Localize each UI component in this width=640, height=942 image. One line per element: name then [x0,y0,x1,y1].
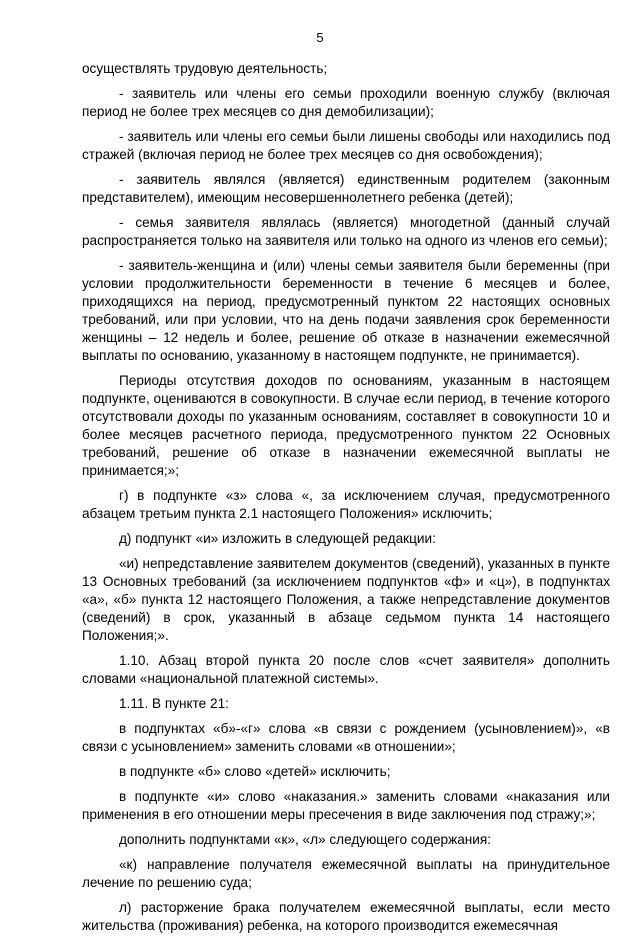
paragraph: л) расторжение брака получателем ежемесячной выплаты, если место жительства (проживания) ребенка, на которого производится ежемесячная [82,900,610,933]
paragraph: д) подпункт «и» изложить в следующей редакции: [119,531,436,546]
paragraph: - заявитель являлся (является) единственным родителем (законным представителем), имеющим несовершеннолетнего ребенка (детей); [82,172,610,205]
paragraph: «к) направление получателя ежемесячной выплаты на принудительное лечение по решению суда; [82,857,610,890]
paragraph: в подпунктах «б»-«г» слова «в связи с рождением (усыновлением)», «в связи с усыновлением» заменить словами «в отношении»; [82,721,610,754]
paragraph: в подпункте «б» слово «детей» исключить; [119,764,391,779]
paragraph: 1.10. Абзац второй пункта 20 после слов «счет заявителя» дополнить словами «национальной платежной системы». [82,653,610,686]
paragraph: - заявитель или члены его семьи проходили военную службу (включая период не более трех месяцев со дня демобилизации); [82,86,610,119]
paragraph: - заявитель-женщина и (или) члены семьи заявителя были беременны (при условии продолжительности беременности в течение 6 месяцев и более, приходящихся на период, предусмотренный пунктом 22 настоящих основных требований, или при условии, что на день подачи заявления срок беременности женщины – 12 недель и более, решение об отказе в назначении ежемесячной выплаты по основанию, указанному в настоящем подпункте, не принимается). [82,258,610,363]
document-body [82,60,610,942]
paragraph: дополнить подпунктами «к», «л» следующего содержания: [119,832,492,847]
paragraph: в подпункте «и» слово «наказания.» заменить словами «наказания или применения в его отношении меры пресечения в виде заключения под стражу;»; [82,789,610,822]
paragraph: г) в подпункте «з» слова «, за исключением случая, предусмотренного абзацем третьим пункта 2.1 настоящего Положения» исключить; [82,488,610,521]
paragraph: осуществлять трудовую деятельность; [82,61,328,76]
paragraph: 1.11. В пункте 21: [119,696,229,711]
paragraph: Периоды отсутствия доходов по основаниям, указанным в настоящем подпункте, оцениваются в совокупности. В случае если период, в течение которого отсутствовали доходы по указанным основаниям, составляет в совокупности 10 и более месяцев расчетного периода, предусмотренного пунктом 22 Основных требований, решение об отказе в назначении ежемесячной выплаты не принимается;»; [82,373,610,478]
paragraph: - семья заявителя являлась (является) многодетной (данный случай распространяется только на заявителя или только на одного из членов его семьи); [82,215,610,248]
paragraph: «и) непредставление заявителем документов (сведений), указанных в пункте 13 Основных требований (за исключением подпунктов «ф» и «ц»), в подпунктах «а», «б» пункта 12 настоящего Положения, а также непредставление документов (сведений) в срок, указанный в абзаце седьмом пункта 14 настоящего Положения;». [82,556,610,643]
page-number: 5 [316,30,324,45]
paragraph: - заявитель или члены его семьи были лишены свободы или находились под стражей (включая период не более трех месяцев со дня освобождения); [82,129,610,162]
